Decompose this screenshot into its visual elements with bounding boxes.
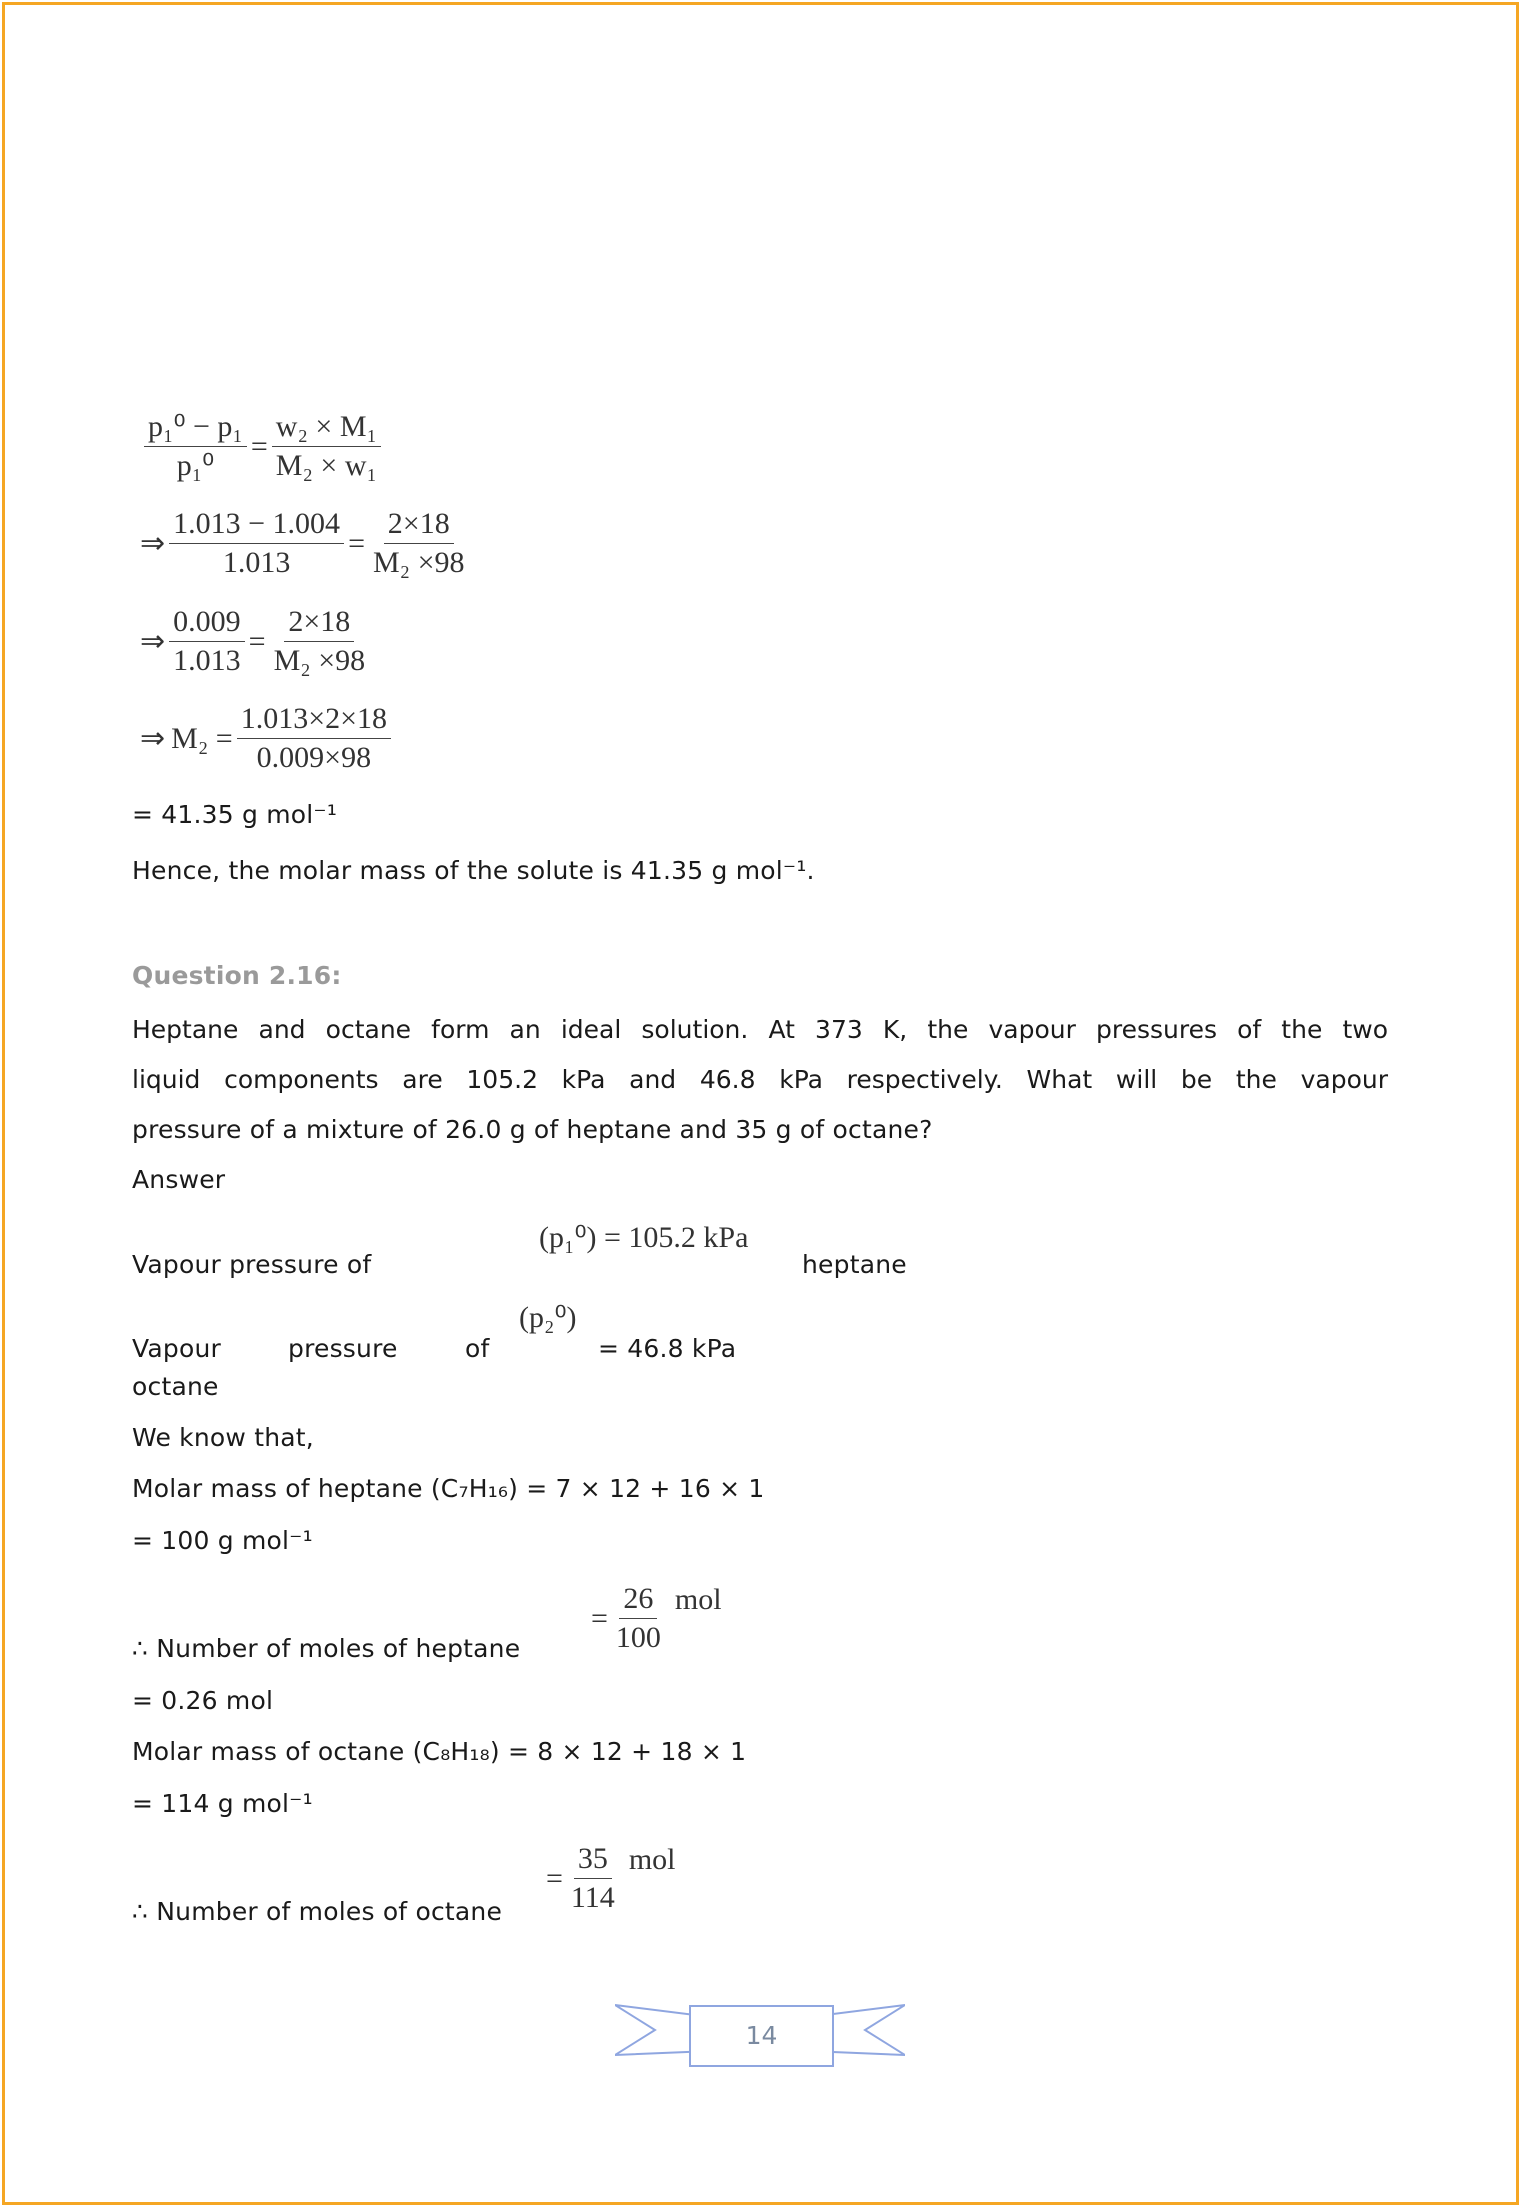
equation-2	[140, 505, 473, 582]
moles-octane-fraction	[546, 1840, 675, 1917]
moles-octane-text: ∴ Number of moles of octane	[132, 1897, 503, 1926]
denominator: 1.013	[222, 546, 291, 579]
implies-symbol: ⇒	[140, 722, 166, 755]
equals-sign: =	[591, 1601, 608, 1635]
question-line: Heptane and octane form an ideal solution. At 373 K, the vapour pressures of the two	[132, 1015, 1388, 1044]
denominator: 0.009×98	[256, 741, 372, 774]
unit: mol	[674, 1582, 722, 1616]
equals-sign: =	[546, 1861, 563, 1895]
vp-octane-word: pressure	[288, 1334, 398, 1363]
vp-octane-word: Vapour	[132, 1334, 221, 1363]
equation-lhs: M₂ =	[171, 721, 233, 755]
question-line: pressure of a mixture of 26.0 g of heptane and 35 g of octane?	[132, 1115, 933, 1144]
equals-sign: =	[248, 624, 266, 658]
answer-label: Answer	[132, 1165, 226, 1194]
denominator: M₂ ×98	[273, 644, 366, 677]
question-line: liquid components are 105.2 kPa and 46.8 kPa respectively. What will be the vapour	[132, 1065, 1388, 1094]
page-number: 14	[689, 2005, 834, 2067]
molar-mass-heptane-value: = 100 g mol⁻¹	[132, 1526, 313, 1555]
molar-mass-heptane: Molar mass of heptane (C₇H₁₆) = 7 × 12 + 16 × 1	[132, 1474, 765, 1503]
vp-octane-word: of	[465, 1334, 490, 1363]
numerator: 1.013×2×18	[237, 700, 391, 739]
equals-sign: =	[250, 429, 268, 463]
vp-octane-value: = 46.8 kPa	[598, 1334, 737, 1363]
question-title: Question 2.16:	[132, 961, 342, 990]
denominator: p₁⁰	[176, 449, 215, 482]
numerator: 0.009	[169, 603, 245, 642]
vp-octane-suffix: octane	[132, 1372, 219, 1401]
conclusion-line: Hence, the molar mass of the solute is 41.35 g mol⁻¹.	[132, 856, 815, 885]
moles-heptane-text: ∴ Number of moles of heptane	[132, 1634, 521, 1663]
denominator: 100	[615, 1621, 661, 1654]
we-know-line: We know that,	[132, 1423, 314, 1452]
numerator: w₂ × M₁	[272, 408, 381, 447]
denominator: M₂ × w₁	[275, 449, 377, 482]
numerator: 35	[574, 1840, 612, 1879]
result-line: = 41.35 g mol⁻¹	[132, 800, 338, 829]
numerator: 2×18	[384, 505, 454, 544]
molar-mass-octane-value: = 114 g mol⁻¹	[132, 1789, 313, 1818]
denominator: 1.013	[173, 644, 241, 677]
vp-heptane-suffix: heptane	[802, 1250, 907, 1279]
numerator: 26	[619, 1580, 657, 1619]
implies-symbol: ⇒	[140, 527, 166, 560]
vp-heptane-math: (p₁⁰) = 105.2 kPa	[539, 1221, 749, 1254]
numerator: p₁⁰ − p₁	[144, 408, 247, 447]
equation-3	[140, 603, 373, 680]
equals-sign: =	[348, 526, 365, 560]
numerator: 2×18	[284, 603, 354, 642]
equation-1	[140, 408, 385, 485]
vp-heptane-text: Vapour pressure of	[132, 1250, 372, 1279]
unit: mol	[628, 1842, 676, 1876]
vp-octane-math: (p₂⁰)	[519, 1301, 577, 1334]
numerator: 1.013 − 1.004	[169, 505, 344, 544]
molar-mass-octane: Molar mass of octane (C₈H₁₈) = 8 × 12 + 18 × 1	[132, 1737, 747, 1766]
denominator: M₂ ×98	[372, 546, 465, 579]
moles-heptane-fraction	[591, 1580, 722, 1657]
moles-heptane-value: = 0.26 mol	[132, 1686, 274, 1715]
implies-symbol: ⇒	[140, 625, 166, 658]
equation-4	[140, 700, 395, 777]
denominator: 114	[570, 1881, 615, 1914]
